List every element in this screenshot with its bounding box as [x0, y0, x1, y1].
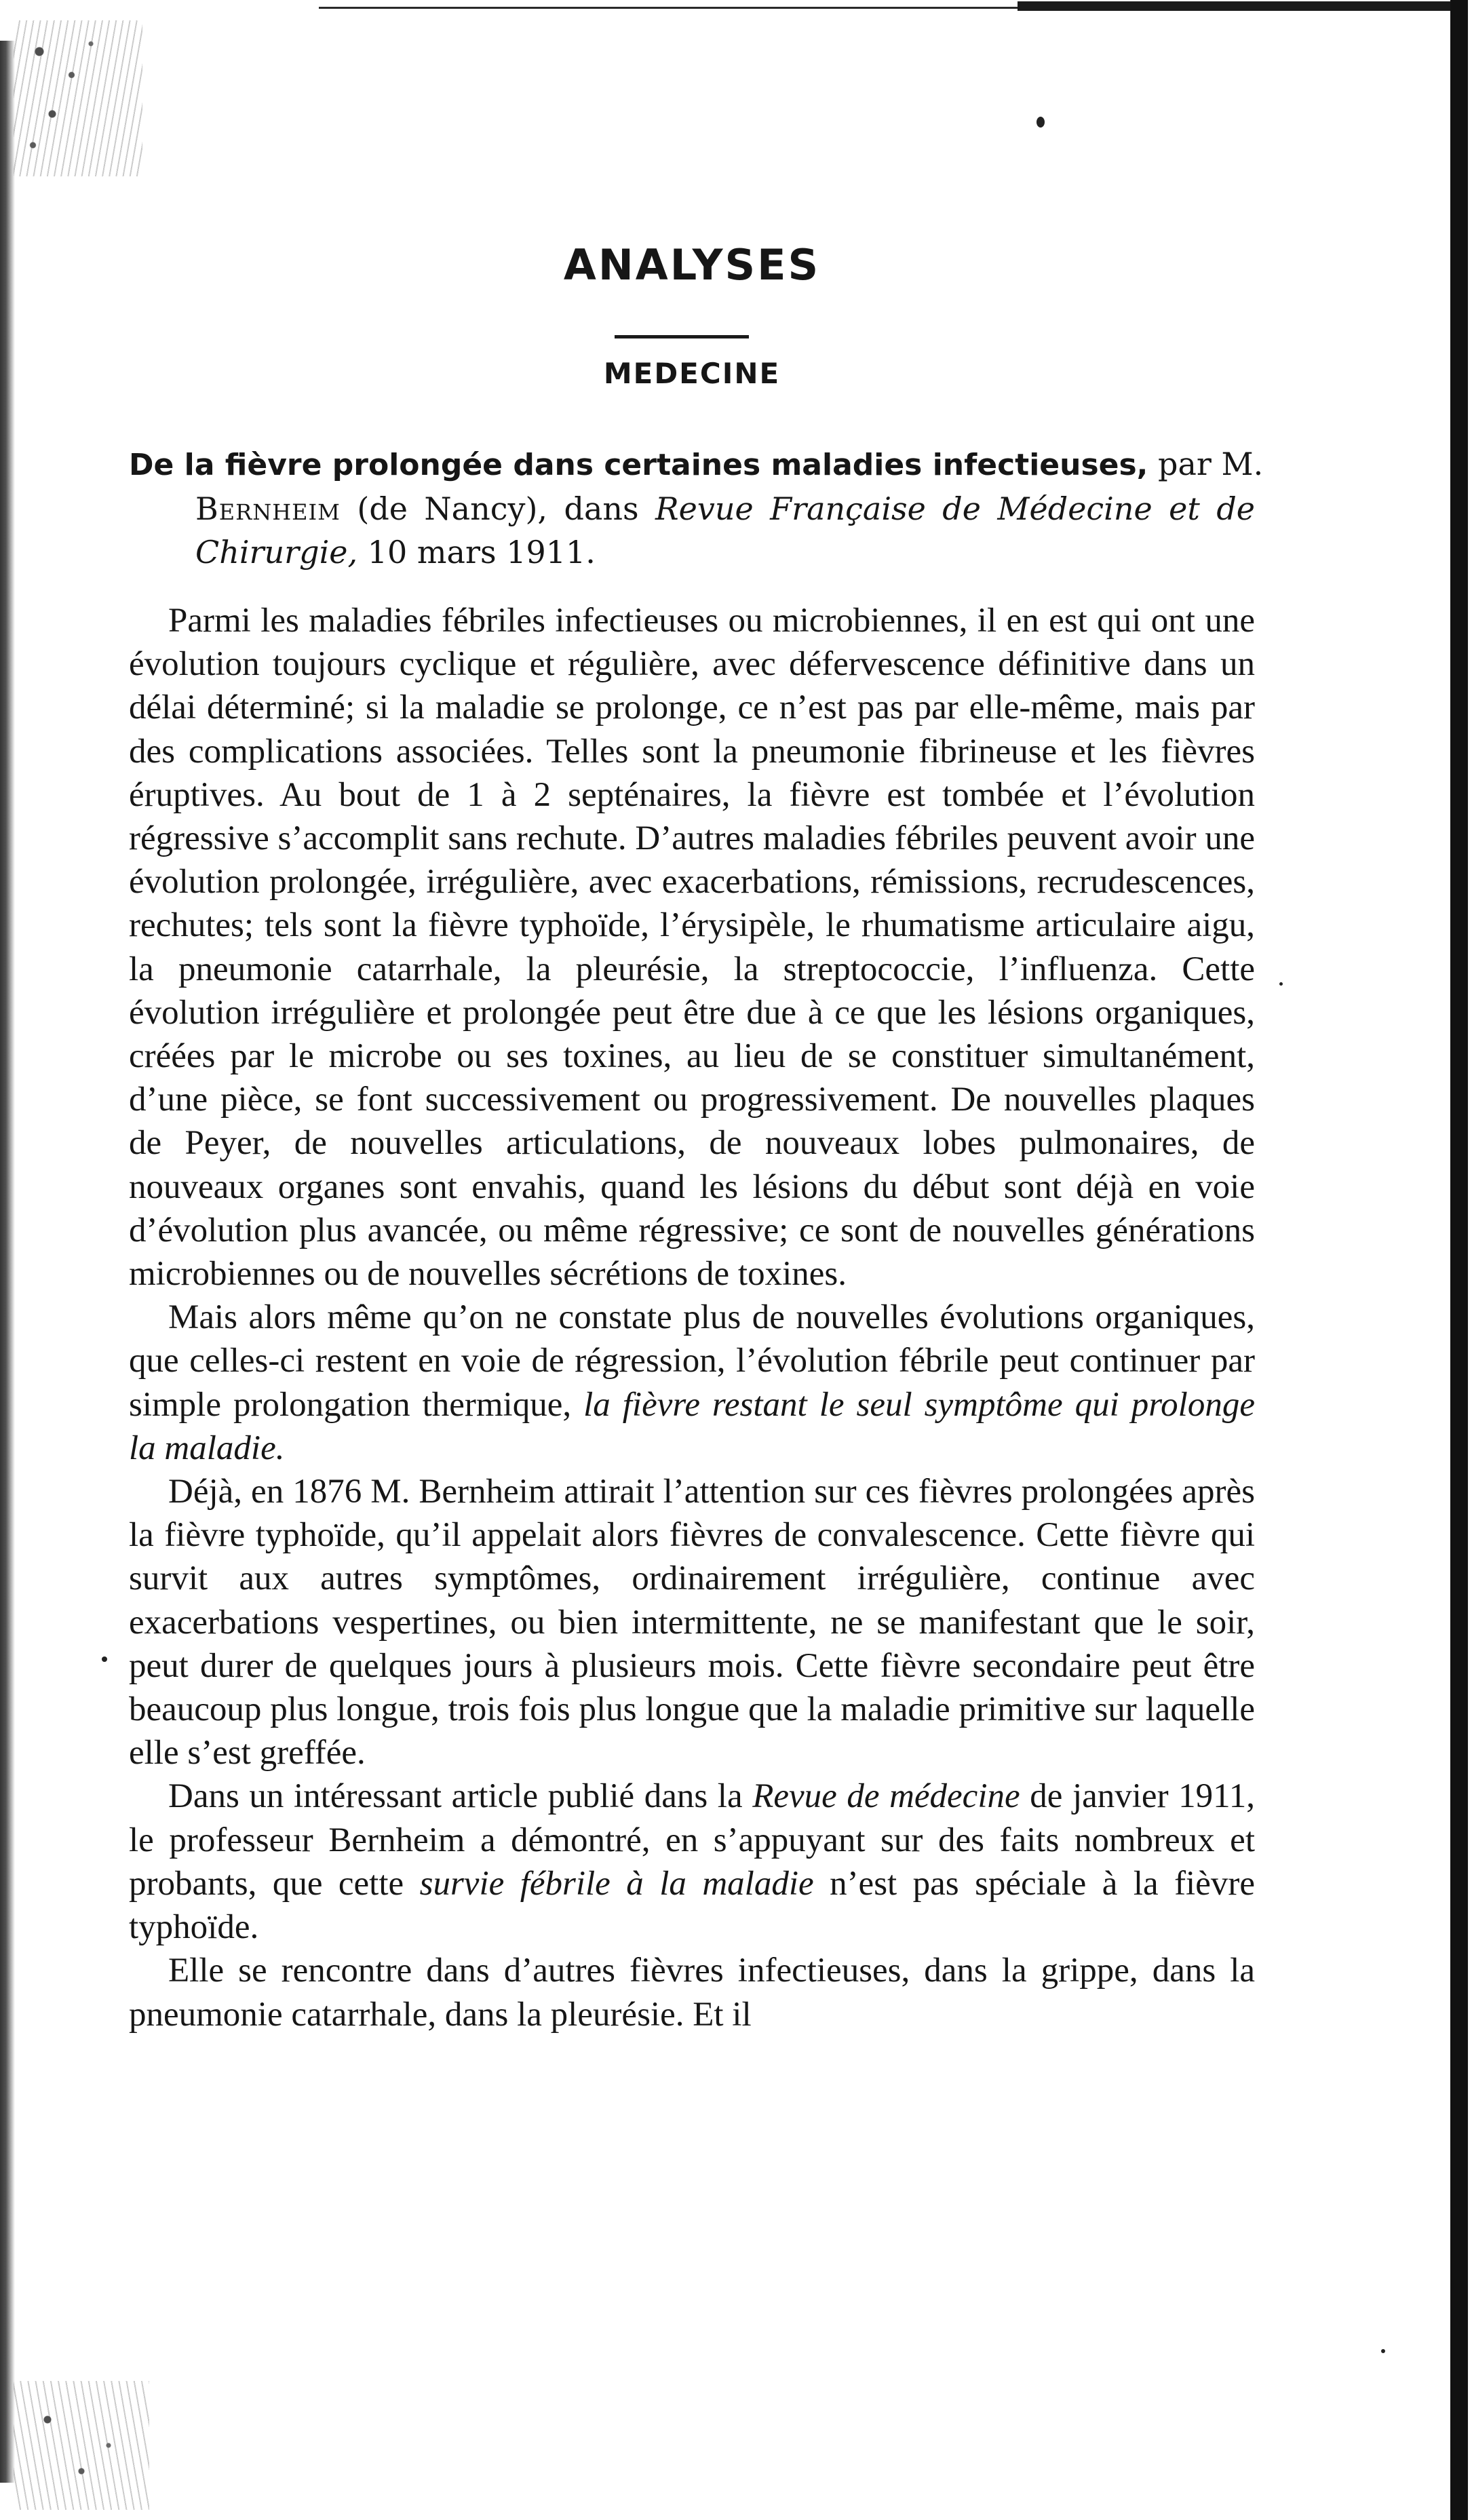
article-origin: (de Nancy), dans: [340, 490, 656, 527]
paragraph-2-italic: la fièvre restant le seul symptôme qui prolonge la maladie.: [129, 1385, 1255, 1467]
paragraph-1: Parmi les maladies fébriles infectieuses ou microbiennes, il en est qui ont une évolution toujours cyclique et régulière, avec défervescence définitive dans un délai déterminé; si la maladie se prolonge, ce n’est pas par elle-même, mais par des complications associées. Telles sont la pneumonie fibrineuse et les fièvres éruptives. Au bout de 1 à 2 septénaires, la fièvre est tombée et l’évolution régressive s’accomplit sans rechute. D’autres maladies fébriles peuvent avoir une évolution prolongée, irrégulière, avec exacerbations, rémissions, recrudescences, rechutes; tels sont la fièvre typhoïde, l’érysipèle, le rhumatisme articulaire aigu, la pneumonie catarrhale, la pleurésie, la streptococcie, l’influenza. Cette évolution irrégulière et prolongée peut être due à ce que les lésions organiques, créées par le microbe ou ses toxines, au lieu de se constituer simultanément, d’une pièce, se font successivement ou progressivement. De nouvelles plaques de Peyer, de nouvelles articulations, de nouveaux lobes pulmonaires, de nouveaux organes sont envahis, quand les lésions du début sont déjà en voie d’évolution plus avancée, ou même régressive; ce sont de nouvelles générations microbiennes ou de nouvelles sécrétions de toxines.: [129, 602, 1255, 1294]
paragraph-2: [129, 1296, 1255, 1470]
subsection-title: MEDECINE: [603, 357, 781, 390]
scan-left-edge: [0, 41, 15, 2483]
scan-speckle-top: [14, 20, 142, 176]
paragraph-4-italic-journal: Revue de médecine: [752, 1777, 1020, 1816]
paragraph-4-italic-phrase: survie fébrile à la maladie: [419, 1864, 814, 1903]
article-heading: [129, 442, 1264, 574]
scan-dot: [102, 1656, 107, 1662]
article-heading-rest: [129, 487, 1255, 574]
paragraph-2-text: Mais alors même qu’on ne constate plus de nouvelles évolutions organiques, que celles-ci restent en voie de régression, l’évolution fébrile peut continuer par simple prolongation thermique,: [129, 1298, 1255, 1424]
scan-speckle-bottom: [14, 2381, 149, 2510]
paragraph-5: Elle se rencontre dans d’autres fièvres infectieuses, dans la grippe, dans la pneumonie catarrhale, dans la pleurésie. Et il: [129, 1952, 1255, 2034]
article-body: [129, 599, 1255, 2036]
paragraph-4-text-a: Dans un intéressant article publié dans la: [168, 1777, 753, 1816]
paragraph-3: Déjà, en 1876 M. Bernheim attirait l’attention sur ces fièvres prolongées après la fièvre typhoïde, qu’il appelait alors fièvres de convalescence. Cette fièvre qui survit aux autres symptômes, ordinairement irrégulière, continue avec exacerbations vespertines, ou bien intermittente, ne se manifestant que le soir, peut durer de quelques jours à plusieurs mois. Cette fièvre secondaire peut être beaucoup plus longue, trois fois plus longue que la maladie primitive sur laquelle elle s’est greffée.: [129, 1473, 1255, 1772]
article-date: 10 mars 1911.: [357, 534, 596, 570]
paragraph-4-text-b: de janvier 1911, le professeur Bernheim a démontré, en s’appuyant sur des faits nombreux et probants, que cette: [129, 1777, 1255, 1903]
article-par: par M.: [1148, 446, 1264, 482]
article-journal: Revue Française de Médecine et de Chirurgie,: [195, 490, 1255, 570]
article-author: Bernheim: [195, 490, 341, 527]
scan-dot: [1279, 982, 1283, 986]
scan-dot: [1037, 117, 1045, 128]
paragraph-4: [129, 1775, 1255, 1949]
scan-dot: [1381, 2349, 1385, 2353]
title-divider: [615, 335, 749, 338]
scan-right-edge: [1450, 0, 1468, 2520]
article-heading-line1: [129, 442, 1264, 487]
scan-top-band: [1018, 1, 1452, 11]
paragraph-4-text-c: n’est pas spéciale à la fièvre typhoïde.: [129, 1864, 1255, 1947]
article-title: De la fièvre prolongée dans certaines maladies infectieuses,: [129, 448, 1148, 482]
section-title: ANALYSES: [563, 240, 821, 290]
